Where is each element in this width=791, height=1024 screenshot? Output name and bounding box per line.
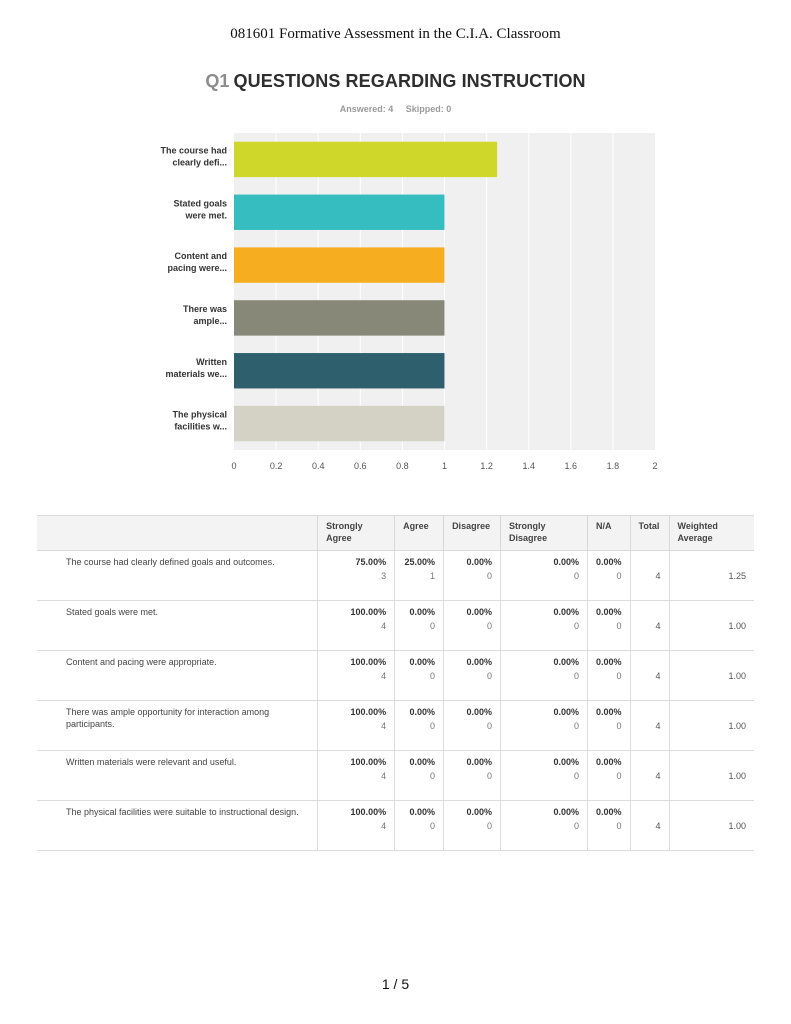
y-category-label-line: were met. — [185, 210, 227, 221]
table-row — [37, 801, 754, 851]
y-category-label — [172, 410, 227, 432]
response-count: 0 — [616, 571, 622, 581]
response-count: 0 — [487, 821, 493, 831]
total-cell: 4 — [630, 751, 669, 801]
x-tick-label: 0.6 — [354, 461, 367, 471]
row-label: Stated goals were met. — [37, 601, 318, 651]
response-count: 0 — [487, 721, 493, 731]
y-category-label-line: ample... — [193, 315, 227, 326]
y-category-label — [183, 304, 227, 326]
question-title — [0, 71, 791, 92]
column-header: N/A — [587, 516, 630, 551]
y-category-label-line: Stated goals — [173, 198, 227, 209]
column-header: Total — [630, 516, 669, 551]
response-cell — [444, 751, 501, 801]
response-cell — [501, 701, 588, 751]
response-percent: 25.00% — [404, 557, 436, 567]
y-category-label-line: pacing were... — [167, 263, 227, 274]
response-percent: 0.00% — [466, 607, 493, 617]
response-count: 0 — [616, 821, 622, 831]
response-count: 4 — [381, 621, 387, 631]
response-percent: 100.00% — [350, 757, 387, 767]
total-cell: 4 — [630, 651, 669, 701]
x-tick-label: 2 — [652, 461, 658, 471]
response-cell — [395, 751, 444, 801]
table-row — [37, 651, 754, 701]
row-label: Written materials were relevant and useful. — [37, 751, 318, 801]
response-cell — [318, 551, 395, 601]
response-count: 0 — [573, 721, 579, 731]
response-percent: 0.00% — [553, 707, 579, 717]
response-count: 4 — [381, 671, 387, 681]
page-indicator: 1 / 5 — [381, 976, 410, 992]
total-cell: 4 — [630, 551, 669, 601]
response-percent: 0.00% — [409, 657, 436, 667]
y-category-label-line: The course had — [160, 145, 227, 156]
response-cell — [501, 551, 588, 601]
response-count: 0 — [573, 621, 579, 631]
y-category-label-line: Content and — [174, 251, 227, 262]
response-percent: 100.00% — [350, 657, 387, 667]
weighted-average-cell: 1.00 — [669, 601, 754, 651]
response-count: 4 — [381, 771, 387, 781]
x-tick-label: 1.2 — [480, 461, 493, 471]
x-tick-label: 0.2 — [269, 461, 283, 471]
response-count: 0 — [573, 671, 579, 681]
response-percent: 0.00% — [595, 657, 622, 667]
y-category-label-line: clearly defi... — [172, 157, 227, 168]
response-cell — [395, 551, 444, 601]
response-count: 0 — [573, 571, 579, 581]
response-cell — [395, 651, 444, 701]
response-cell — [587, 601, 630, 651]
response-cell — [587, 801, 630, 851]
response-percent: 100.00% — [350, 607, 387, 617]
response-count: 0 — [616, 721, 622, 731]
weighted-average-cell: 1.00 — [669, 801, 754, 851]
response-count: 0 — [616, 771, 622, 781]
y-category-label — [167, 251, 227, 273]
response-cell — [444, 601, 501, 651]
response-percent: 100.00% — [350, 807, 387, 817]
response-count: 0 — [430, 621, 436, 631]
response-count: 1 — [430, 571, 436, 581]
response-count: 0 — [616, 671, 622, 681]
total-cell: 4 — [630, 701, 669, 751]
table-header-row — [37, 516, 754, 551]
response-count: 4 — [381, 821, 387, 831]
weighted-average-cell: 1.00 — [669, 701, 754, 751]
y-category-label — [160, 145, 227, 167]
response-cell — [395, 801, 444, 851]
table-body — [37, 551, 754, 851]
row-label: There was ample opportunity for interaction among participants. — [37, 701, 318, 751]
row-label: Content and pacing were appropriate. — [37, 651, 318, 701]
x-tick-label: 1.6 — [564, 461, 578, 471]
response-count: 0 — [430, 771, 436, 781]
answered-count: Answered: 4 — [339, 104, 394, 114]
question-title-text: QUESTIONS REGARDING INSTRUCTION — [233, 71, 586, 91]
response-count: 0 — [430, 821, 436, 831]
bar — [234, 142, 497, 177]
y-category-label-line: facilities w... — [174, 421, 227, 432]
table-row — [37, 751, 754, 801]
response-percent: 0.00% — [409, 707, 436, 717]
column-header: Strongly Disagree — [501, 516, 588, 551]
response-cell — [318, 801, 395, 851]
response-percent: 0.00% — [553, 657, 579, 667]
y-category-label — [165, 357, 227, 379]
response-percent: 0.00% — [595, 557, 622, 567]
y-category-label-line: There was — [182, 303, 227, 314]
x-tick-label: 1.4 — [522, 461, 535, 471]
column-header — [37, 516, 318, 551]
response-count: 4 — [381, 721, 387, 731]
response-percent: 0.00% — [595, 807, 622, 817]
response-cell — [587, 551, 630, 601]
response-percent: 0.00% — [553, 807, 579, 817]
response-cell — [444, 651, 501, 701]
weighted-average-cell: 1.25 — [669, 551, 754, 601]
question-number: Q1 — [205, 71, 230, 91]
y-category-label-line: Written — [196, 356, 227, 367]
response-count: 0 — [573, 771, 579, 781]
response-percent: 0.00% — [466, 807, 493, 817]
bar — [234, 406, 445, 441]
response-percent: 0.00% — [409, 607, 436, 617]
response-cell — [318, 701, 395, 751]
response-percent: 100.00% — [350, 707, 387, 717]
response-cell — [318, 751, 395, 801]
response-percent: 0.00% — [466, 557, 493, 567]
response-cell — [395, 701, 444, 751]
response-percent: 75.00% — [355, 557, 387, 567]
response-cell — [444, 801, 501, 851]
response-percent: 0.00% — [466, 707, 493, 717]
bar — [234, 195, 445, 230]
response-percent: 0.00% — [553, 607, 579, 617]
response-cell — [501, 651, 588, 701]
response-percent: 0.00% — [595, 757, 622, 767]
response-count: 0 — [487, 571, 493, 581]
y-category-label-line: The physical — [172, 409, 227, 420]
table-row — [37, 701, 754, 751]
column-header: Agree — [395, 516, 444, 551]
skipped-count: Skipped: 0 — [405, 104, 452, 114]
total-cell: 4 — [630, 601, 669, 651]
table-row — [37, 601, 754, 651]
bar — [234, 300, 445, 335]
response-cell — [501, 751, 588, 801]
response-cell — [587, 651, 630, 701]
results-table — [37, 515, 754, 851]
response-cell — [501, 801, 588, 851]
response-percent: 0.00% — [595, 707, 622, 717]
response-percent: 0.00% — [466, 657, 493, 667]
x-tick-label: 1 — [441, 461, 448, 471]
x-tick-label: 0.8 — [396, 461, 409, 471]
column-header: Strongly Agree — [318, 516, 395, 551]
document-header: 081601 Formative Assessment in the C.I.A. Classroom — [230, 26, 561, 42]
column-header: Weighted Average — [669, 516, 754, 551]
response-cell — [395, 601, 444, 651]
response-count: 0 — [573, 821, 579, 831]
response-count: 0 — [430, 671, 436, 681]
response-summary — [0, 104, 791, 114]
total-cell: 4 — [630, 801, 669, 851]
response-percent: 0.00% — [466, 757, 493, 767]
response-percent: 0.00% — [595, 607, 622, 617]
response-cell — [318, 601, 395, 651]
weighted-average-cell: 1.00 — [669, 751, 754, 801]
y-category-label — [173, 198, 227, 220]
x-tick-label: 0.4 — [311, 461, 325, 471]
response-cell — [587, 751, 630, 801]
response-count: 3 — [381, 571, 387, 581]
table-row — [37, 551, 754, 601]
row-label: The course had clearly defined goals and outcomes. — [37, 551, 318, 601]
response-count: 0 — [487, 671, 493, 681]
bar-chart — [0, 125, 791, 480]
response-cell — [444, 701, 501, 751]
response-cell — [444, 551, 501, 601]
row-label: The physical facilities were suitable to instructional design. — [37, 801, 318, 851]
response-cell — [318, 651, 395, 701]
bar — [234, 247, 445, 282]
response-cell — [501, 601, 588, 651]
x-tick-label: 0 — [231, 461, 237, 471]
response-count: 0 — [487, 771, 493, 781]
response-percent: 0.00% — [409, 757, 436, 767]
response-count: 0 — [487, 621, 493, 631]
weighted-average-cell: 1.00 — [669, 651, 754, 701]
response-percent: 0.00% — [553, 757, 579, 767]
y-category-label-line: materials we... — [165, 368, 227, 379]
response-cell — [587, 701, 630, 751]
response-percent: 0.00% — [409, 807, 436, 817]
response-percent: 0.00% — [553, 557, 579, 567]
column-header: Disagree — [444, 516, 501, 551]
x-tick-label: 1.8 — [606, 461, 620, 471]
bar — [234, 353, 445, 388]
response-count: 0 — [430, 721, 436, 731]
response-count: 0 — [616, 621, 622, 631]
